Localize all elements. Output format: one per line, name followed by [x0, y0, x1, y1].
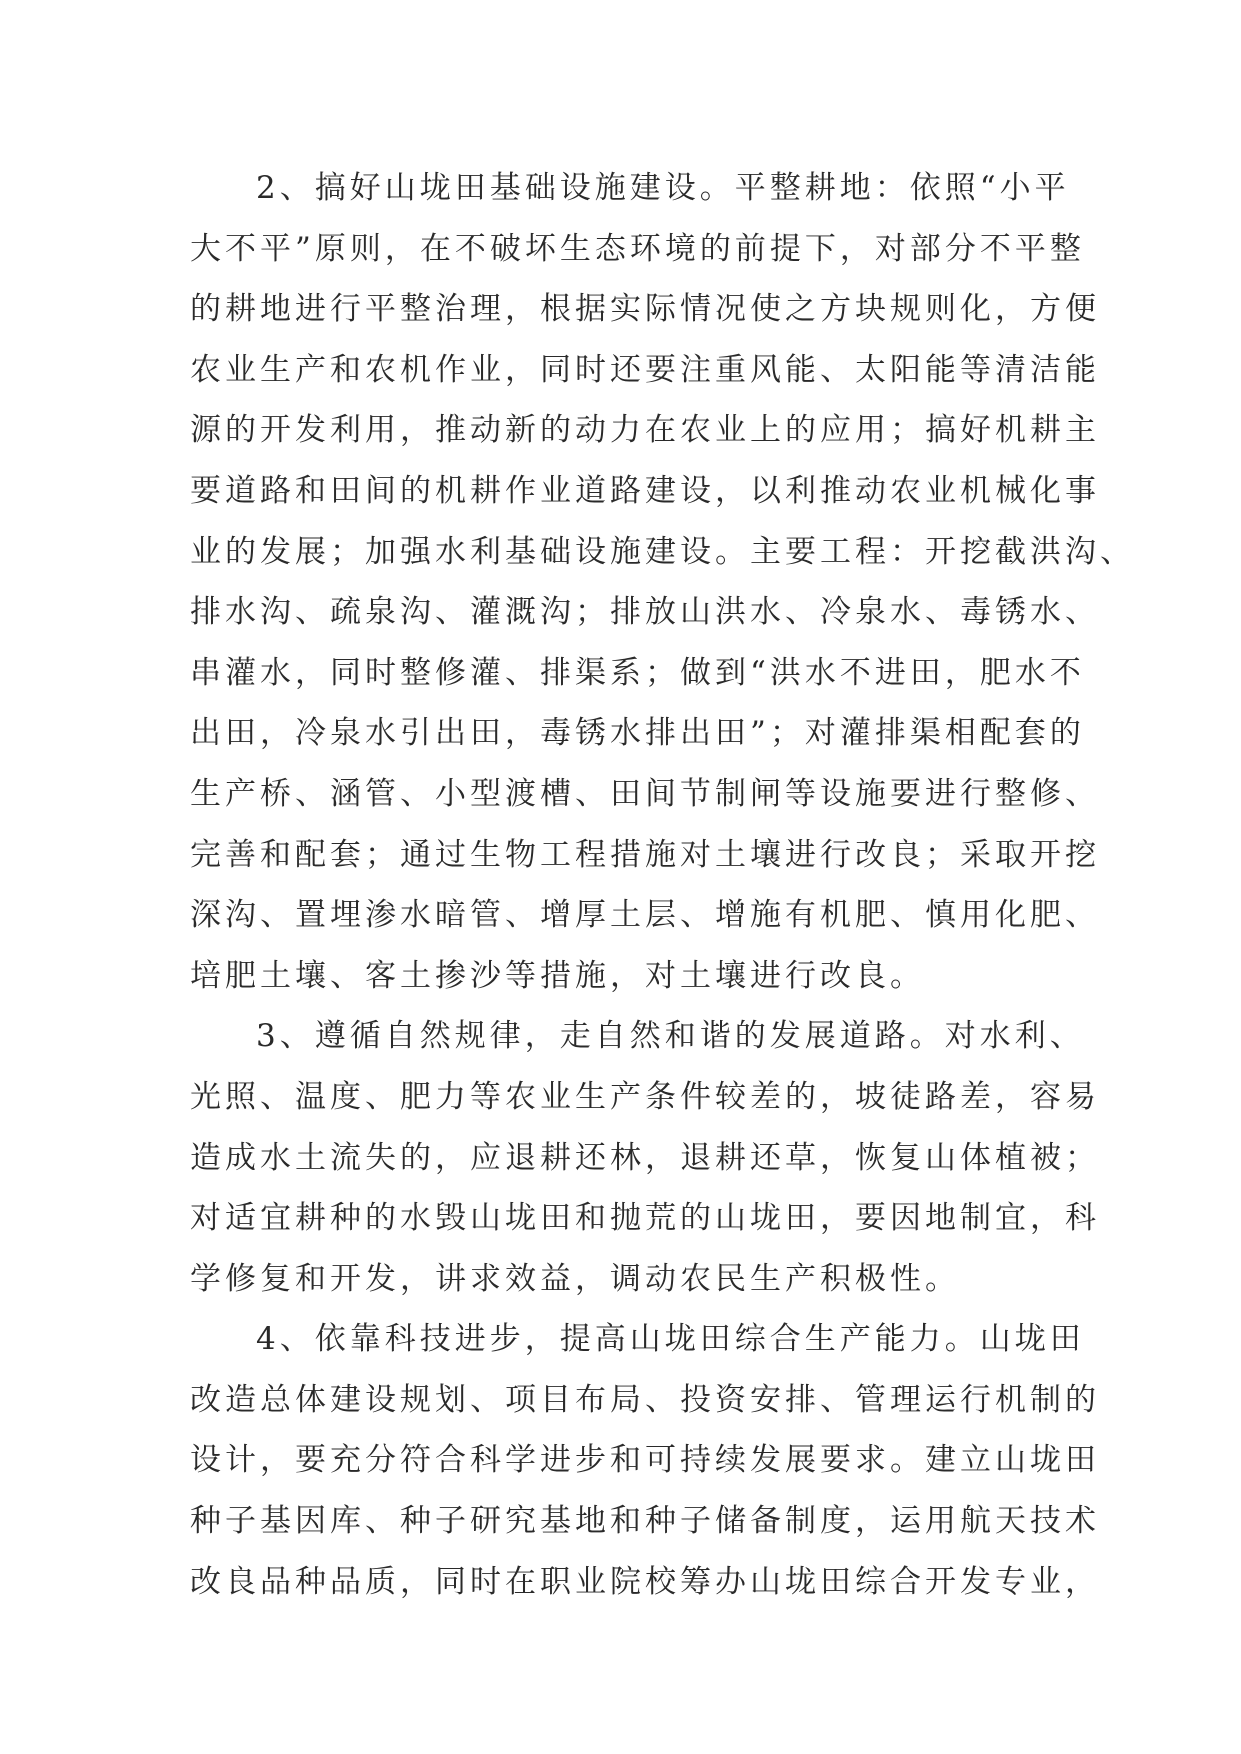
paragraph-line: 生产桥、涵管、小型渡槽、田间节制闸等设施要进行整修、	[190, 775, 1100, 812]
paragraph-line: 农业生产和农机作业，同时还要注重风能、太阳能等清洁能	[190, 351, 1100, 388]
paragraph-line: 改造总体建设规划、项目布局、投资安排、管理运行机制的	[190, 1381, 1100, 1418]
paragraph-line: 深沟、置埋渗水暗管、增厚土层、增施有机肥、慎用化肥、	[190, 897, 1100, 934]
paragraph-line: 2、搞好山垅田基础设施建设。平整耕地：依照“小平	[256, 170, 1070, 206]
paragraph-3	[190, 1006, 1100, 1309]
paragraph-line: 完善和配套；通过生物工程措施对土壤进行改良；采取开挖	[190, 836, 1100, 873]
paragraph-line: 4、依靠科技进步，提高山垅田综合生产能力。山垅田	[256, 1321, 1085, 1358]
paragraph-line: 3、遵循自然规律，走自然和谐的发展道路。对水利、	[256, 1018, 1085, 1055]
paragraph-line: 串灌水，同时整修灌、排渠系；做到“洪水不进田，肥水不	[190, 654, 1085, 691]
paragraph-line: 学修复和开发，讲求效益，调动农民生产积极性。	[190, 1260, 960, 1297]
paragraph-line: 培肥土壤、客土掺沙等措施，对土壤进行改良。	[190, 957, 925, 994]
paragraph-line: 源的开发利用，推动新的动力在农业上的应用；搞好机耕主	[190, 412, 1100, 449]
paragraph-line: 光照、温度、肥力等农业生产条件较差的，坡徒路差，容易	[190, 1078, 1100, 1115]
paragraph-line: 的耕地进行平整治理，根据实际情况使之方块规则化，方便	[190, 291, 1100, 328]
paragraph-2	[190, 158, 1135, 1006]
paragraph-line: 设计，要充分符合科学进步和可持续发展要求。建立山垅田	[190, 1442, 1100, 1479]
paragraph-4	[190, 1309, 1100, 1612]
paragraph-line: 排水沟、疏泉沟、灌溉沟；排放山洪水、冷泉水、毒锈水、	[190, 594, 1100, 631]
paragraph-line: 改良品种品质，同时在职业院校筹办山垅田综合开发专业，	[190, 1563, 1100, 1600]
paragraph-line: 出田，冷泉水引出田，毒锈水排出田”；对灌排渠相配套的	[190, 715, 1085, 752]
paragraph-line: 种子基因库、种子研究基地和种子储备制度，运用航天技术	[190, 1503, 1100, 1540]
document-body	[190, 158, 1135, 1612]
paragraph-line: 大不平”原则，在不破坏生态环境的前提下，对部分不平整	[190, 230, 1085, 267]
paragraph-line: 造成水土流失的，应退耕还林，退耕还草，恢复山体植被；	[190, 1139, 1100, 1176]
paragraph-line: 对适宜耕种的水毁山垅田和抛荒的山垅田，要因地制宜，科	[190, 1200, 1100, 1237]
paragraph-line: 业的发展；加强水利基础设施建设。主要工程：开挖截洪沟、	[190, 533, 1135, 570]
paragraph-line: 要道路和田间的机耕作业道路建设，以利推动农业机械化事	[190, 472, 1100, 509]
